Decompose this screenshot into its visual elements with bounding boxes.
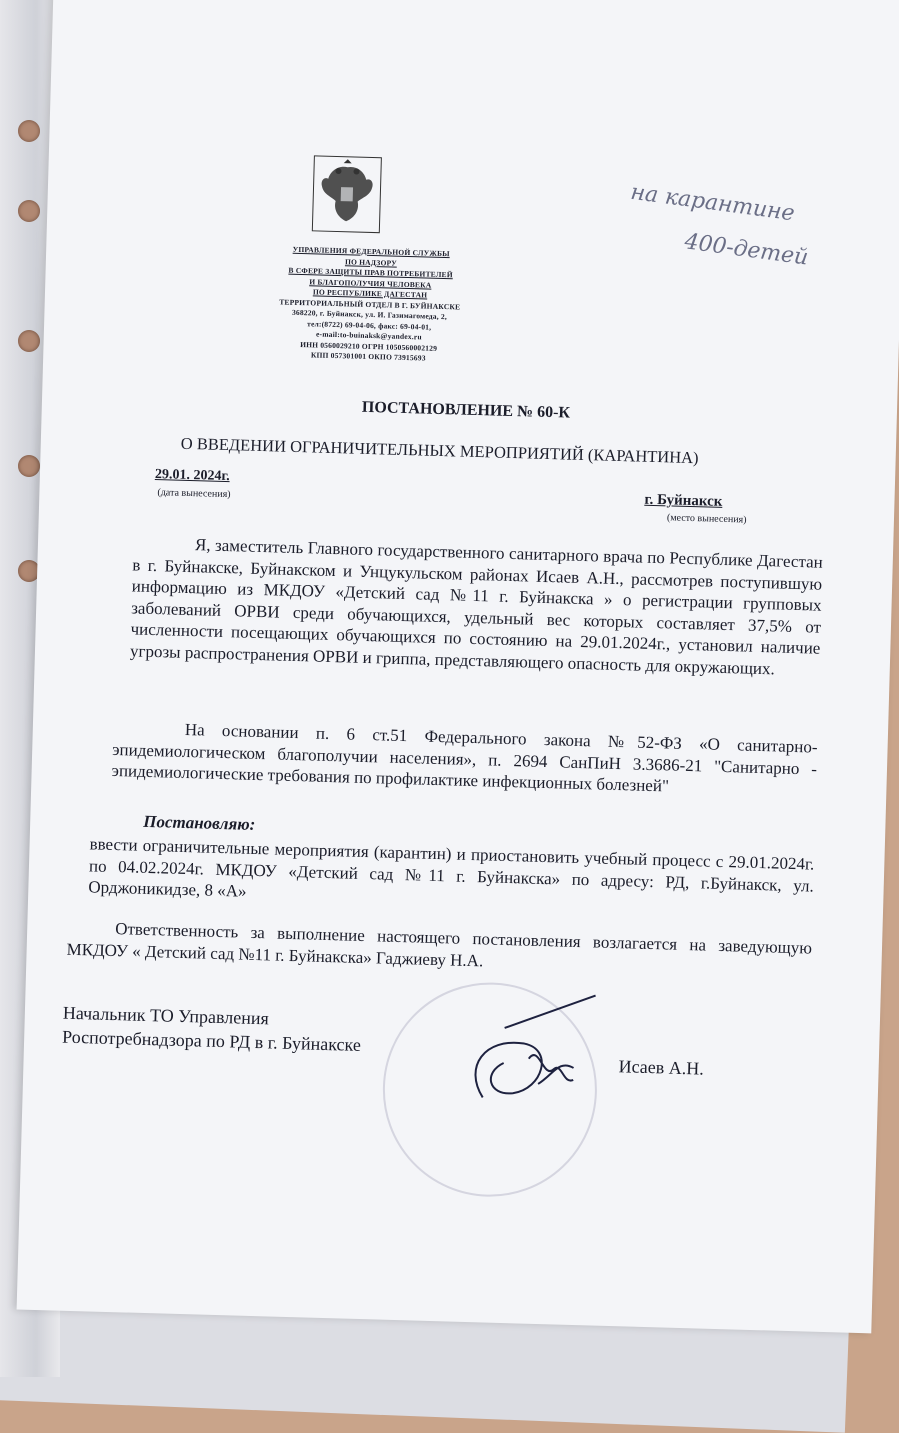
paragraph-decision: ввести ограничительные мероприятия (карантин) и приостановить учебный процесс с 29.01.2024г. по 04.02.2024г. МКДОУ «Детский сад №11 г. Буйнакска» по адресу: РД, г.Буйнакск, ул. Орджоникидзе, 8 «А»: [88, 834, 815, 901]
header-line: 368220, г. Буйнакск, ул. И. Газимагомеда, 2,: [291, 307, 448, 322]
double-headed-eagle-icon: [313, 156, 381, 232]
handwritten-note: [622, 172, 816, 280]
punch-hole: [18, 200, 40, 222]
issuer-header: [223, 243, 516, 367]
header-line: УПРАВЛЕНИЯ ФЕДЕРАЛЬНОЙ СЛУЖБЫ: [292, 244, 450, 259]
decree-label: Постановляю:: [142, 811, 256, 834]
issue-date: 29.01. 2024г.: [154, 467, 230, 485]
signatory-title: [62, 1001, 362, 1057]
coat-of-arms-emblem: [312, 155, 382, 233]
header-line: тел:(8722) 69-04-06, факс: 69-04-01,: [307, 318, 432, 332]
header-line: И БЛАГОПОЛУЧИЯ ЧЕЛОВЕКА: [309, 276, 432, 290]
header-line: ПО РЕСПУБЛИКЕ ДАГЕСТАН: [312, 287, 428, 300]
handwritten-line: 400-детей: [683, 229, 810, 271]
signature-image: [442, 986, 626, 1131]
document-title: ПОСТАНОВЛЕНИЕ № 60-К: [361, 398, 571, 422]
signatory-name: Исаев А.Н.: [618, 1056, 705, 1079]
signatory-title-line: Начальник ТО Управления: [62, 1002, 270, 1029]
document-subtitle: О ВВЕДЕНИИ ОГРАНИЧИТЕЛЬНЫХ МЕРОПРИЯТИЙ (КАРАНТИНА): [180, 433, 699, 468]
paragraph-responsibility: Ответственность за выполнение настоящего постановления возлагается на заведующую МКДОУ « Детский сад №11 г. Буйнакска» Гаджиеву Н.А.: [66, 919, 813, 970]
punch-hole: [18, 120, 40, 142]
document-page: [17, 0, 899, 1333]
paragraph-legal-basis: На основании п. 6 ст.51 Федерального закона №52-ФЗ «О санитарно-эпидемиологическом благополучии населения», п. 2694 СанПиН 3.3686-21 "Санитарно - эпидемиологические требования по профилактике инфекционных болезней": [111, 719, 818, 796]
header-line: ПО НАДЗОРУ: [344, 256, 398, 268]
punch-hole: [18, 455, 40, 477]
header-line: КПП 057301001 ОКПО 73915693: [310, 350, 426, 363]
issue-place: г. Буйнакск: [644, 491, 723, 510]
handwritten-line: на карантине: [629, 179, 797, 227]
header-line: e-mail:to-buinaksk@yandex.ru: [315, 329, 422, 342]
issue-place-caption: (место вынесения): [666, 512, 747, 526]
paragraph-findings: Я, заместитель Главного государственного санитарного врача по Республике Дагестан в г. Буйнакске, Буйнакском и Унцукульском районах Исаев А.Н., рассмотрев поступившую информацию из МКДОУ «Детский сад №11 г. Буйнакска » о регистрации групповых заболеваний ОРВИ среди обучающихся, удельный вес которых составляет 37,5% от численности посещающих обучающихся по состоянию на 29.01.2024г., установил наличие угрозы распространения ОРВИ и гриппа, представляющего опасность для окружающих.: [129, 535, 824, 678]
header-line: ИНН 0560029210 ОГРН 1050560002129: [300, 339, 438, 353]
header-line: ТЕРРИТОРИАЛЬНЫЙ ОТДЕЛ В Г. БУЙНАКСКЕ: [279, 296, 461, 311]
signatory-title-line: Роспотребнадзора по РД в г. Буйнакске: [61, 1026, 362, 1055]
punch-hole: [18, 330, 40, 352]
header-line: В СФЕРЕ ЗАЩИТЫ ПРАВ ПОТРЕБИТЕЛЕЙ: [288, 265, 453, 280]
issue-date-caption: (дата вынесения): [157, 487, 231, 501]
